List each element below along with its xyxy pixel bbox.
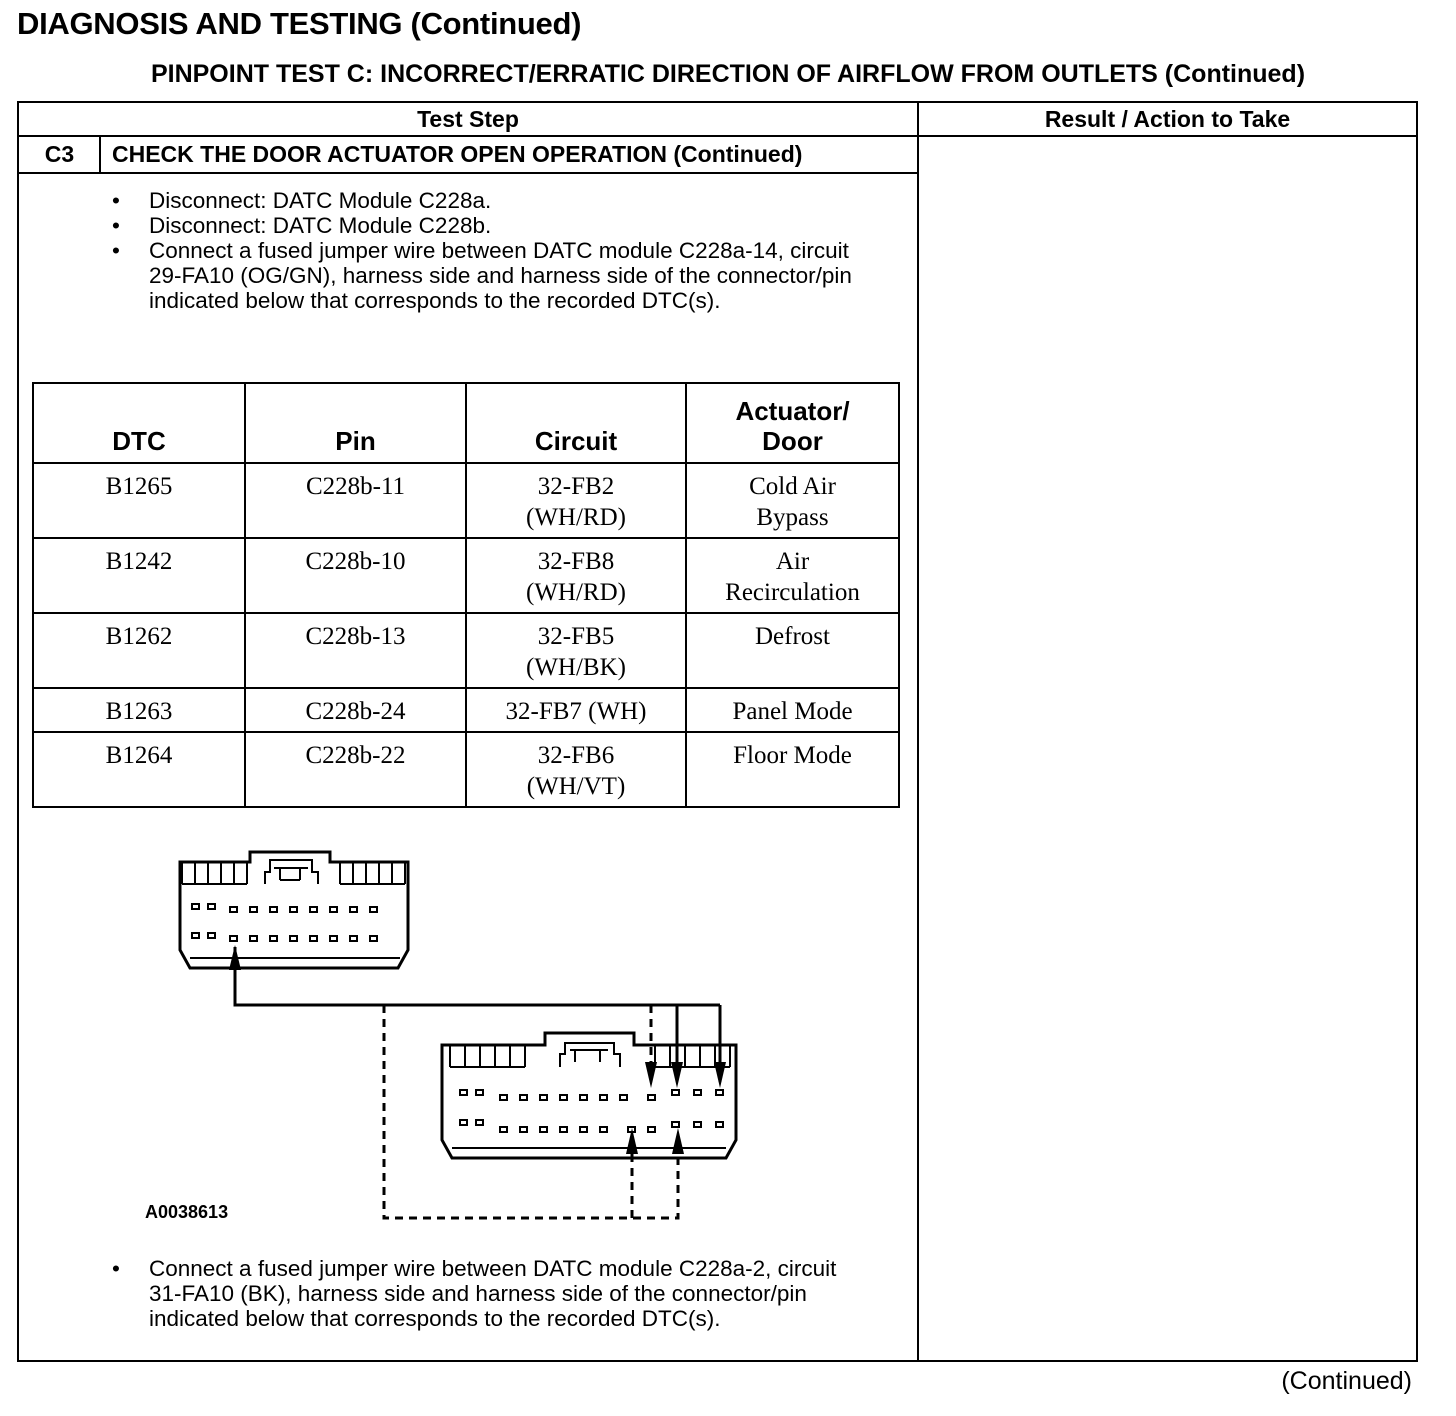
c228a-pin-row-top <box>192 904 377 912</box>
cell-actuator: Defrost <box>686 613 899 688</box>
cell-dtc: B1265 <box>33 463 245 538</box>
cell-pin: C228b-10 <box>245 538 466 613</box>
cell-circuit: 32-FB6 (WH/VT) <box>466 732 686 807</box>
cell-circuit: 32-FB8 (WH/RD) <box>466 538 686 613</box>
col-header-circuit: Circuit <box>466 383 686 463</box>
jumper-wire-dashed <box>384 1005 720 1218</box>
column-divider <box>917 101 919 1362</box>
c228a-pin-row-bottom <box>192 933 377 941</box>
step-id: C3 <box>44 141 75 167</box>
table-row <box>33 613 899 688</box>
dtc-pin-table <box>32 382 900 808</box>
cell-actuator: Air Recirculation <box>686 538 899 613</box>
step-title: CHECK THE DOOR ACTUATOR OPEN OPERATION (Continued) <box>112 141 803 167</box>
table-row <box>33 688 899 732</box>
list-item: • Connect a fused jumper wire between DATC module C228a-2, circuit 31-FA10 (BK), harness side and harness side of the connector/pin indicated below that corresponds to the recorded DTC(s). <box>110 1256 870 1331</box>
connector-c228b <box>442 1033 736 1158</box>
cell-pin: C228b-22 <box>245 732 466 807</box>
column-header-result-action: Result / Action to Take <box>1044 106 1291 132</box>
table-row <box>33 732 899 807</box>
col-header-pin: Pin <box>245 383 466 463</box>
list-item: • Disconnect: DATC Module C228b. <box>110 213 870 238</box>
cell-actuator: Floor Mode <box>686 732 899 807</box>
cell-actuator: Panel Mode <box>686 688 899 732</box>
cell-circuit: 32-FB7 (WH) <box>466 688 686 732</box>
continued-label: (Continued) <box>1281 1367 1412 1395</box>
cell-actuator: Cold Air Bypass <box>686 463 899 538</box>
list-item: • Connect a fused jumper wire between DATC module C228a-14, circuit 29-FA10 (OG/GN), harness side and harness side of the connector/pin indicated below that corresponds to the recorded DTC(s). <box>110 238 870 313</box>
col-header-actuator-door: Actuator/ Door <box>686 383 899 463</box>
connector-c228a <box>180 852 408 968</box>
instruction-list <box>110 188 870 313</box>
column-header-test-step: Test Step <box>417 106 519 132</box>
cell-pin: C228b-24 <box>245 688 466 732</box>
pinpoint-test-title: PINPOINT TEST C: INCORRECT/ERRATIC DIRECTION OF AIRFLOW FROM OUTLETS (Continued) <box>150 60 1306 88</box>
connector-wiring-diagram <box>150 840 770 1225</box>
list-item: • Disconnect: DATC Module C228a. <box>110 188 870 213</box>
cell-circuit: 32-FB2 (WH/RD) <box>466 463 686 538</box>
step-title-rule <box>17 172 918 174</box>
table-row <box>33 463 899 538</box>
cell-pin: C228b-11 <box>245 463 466 538</box>
c228b-pin-row-top <box>460 1090 723 1100</box>
cell-dtc: B1264 <box>33 732 245 807</box>
cell-dtc: B1262 <box>33 613 245 688</box>
figure-id: A0038613 <box>145 1202 229 1222</box>
cell-dtc: B1263 <box>33 688 245 732</box>
cell-pin: C228b-13 <box>245 613 466 688</box>
table-row <box>33 538 899 613</box>
cell-circuit: 32-FB5 (WH/BK) <box>466 613 686 688</box>
c228b-pin-row-bottom <box>460 1120 723 1132</box>
section-title: DIAGNOSIS AND TESTING (Continued) <box>17 6 582 41</box>
instruction-list-continued <box>110 1256 870 1331</box>
col-header-dtc: DTC <box>33 383 245 463</box>
header-rule <box>17 135 1418 137</box>
cell-dtc: B1242 <box>33 538 245 613</box>
